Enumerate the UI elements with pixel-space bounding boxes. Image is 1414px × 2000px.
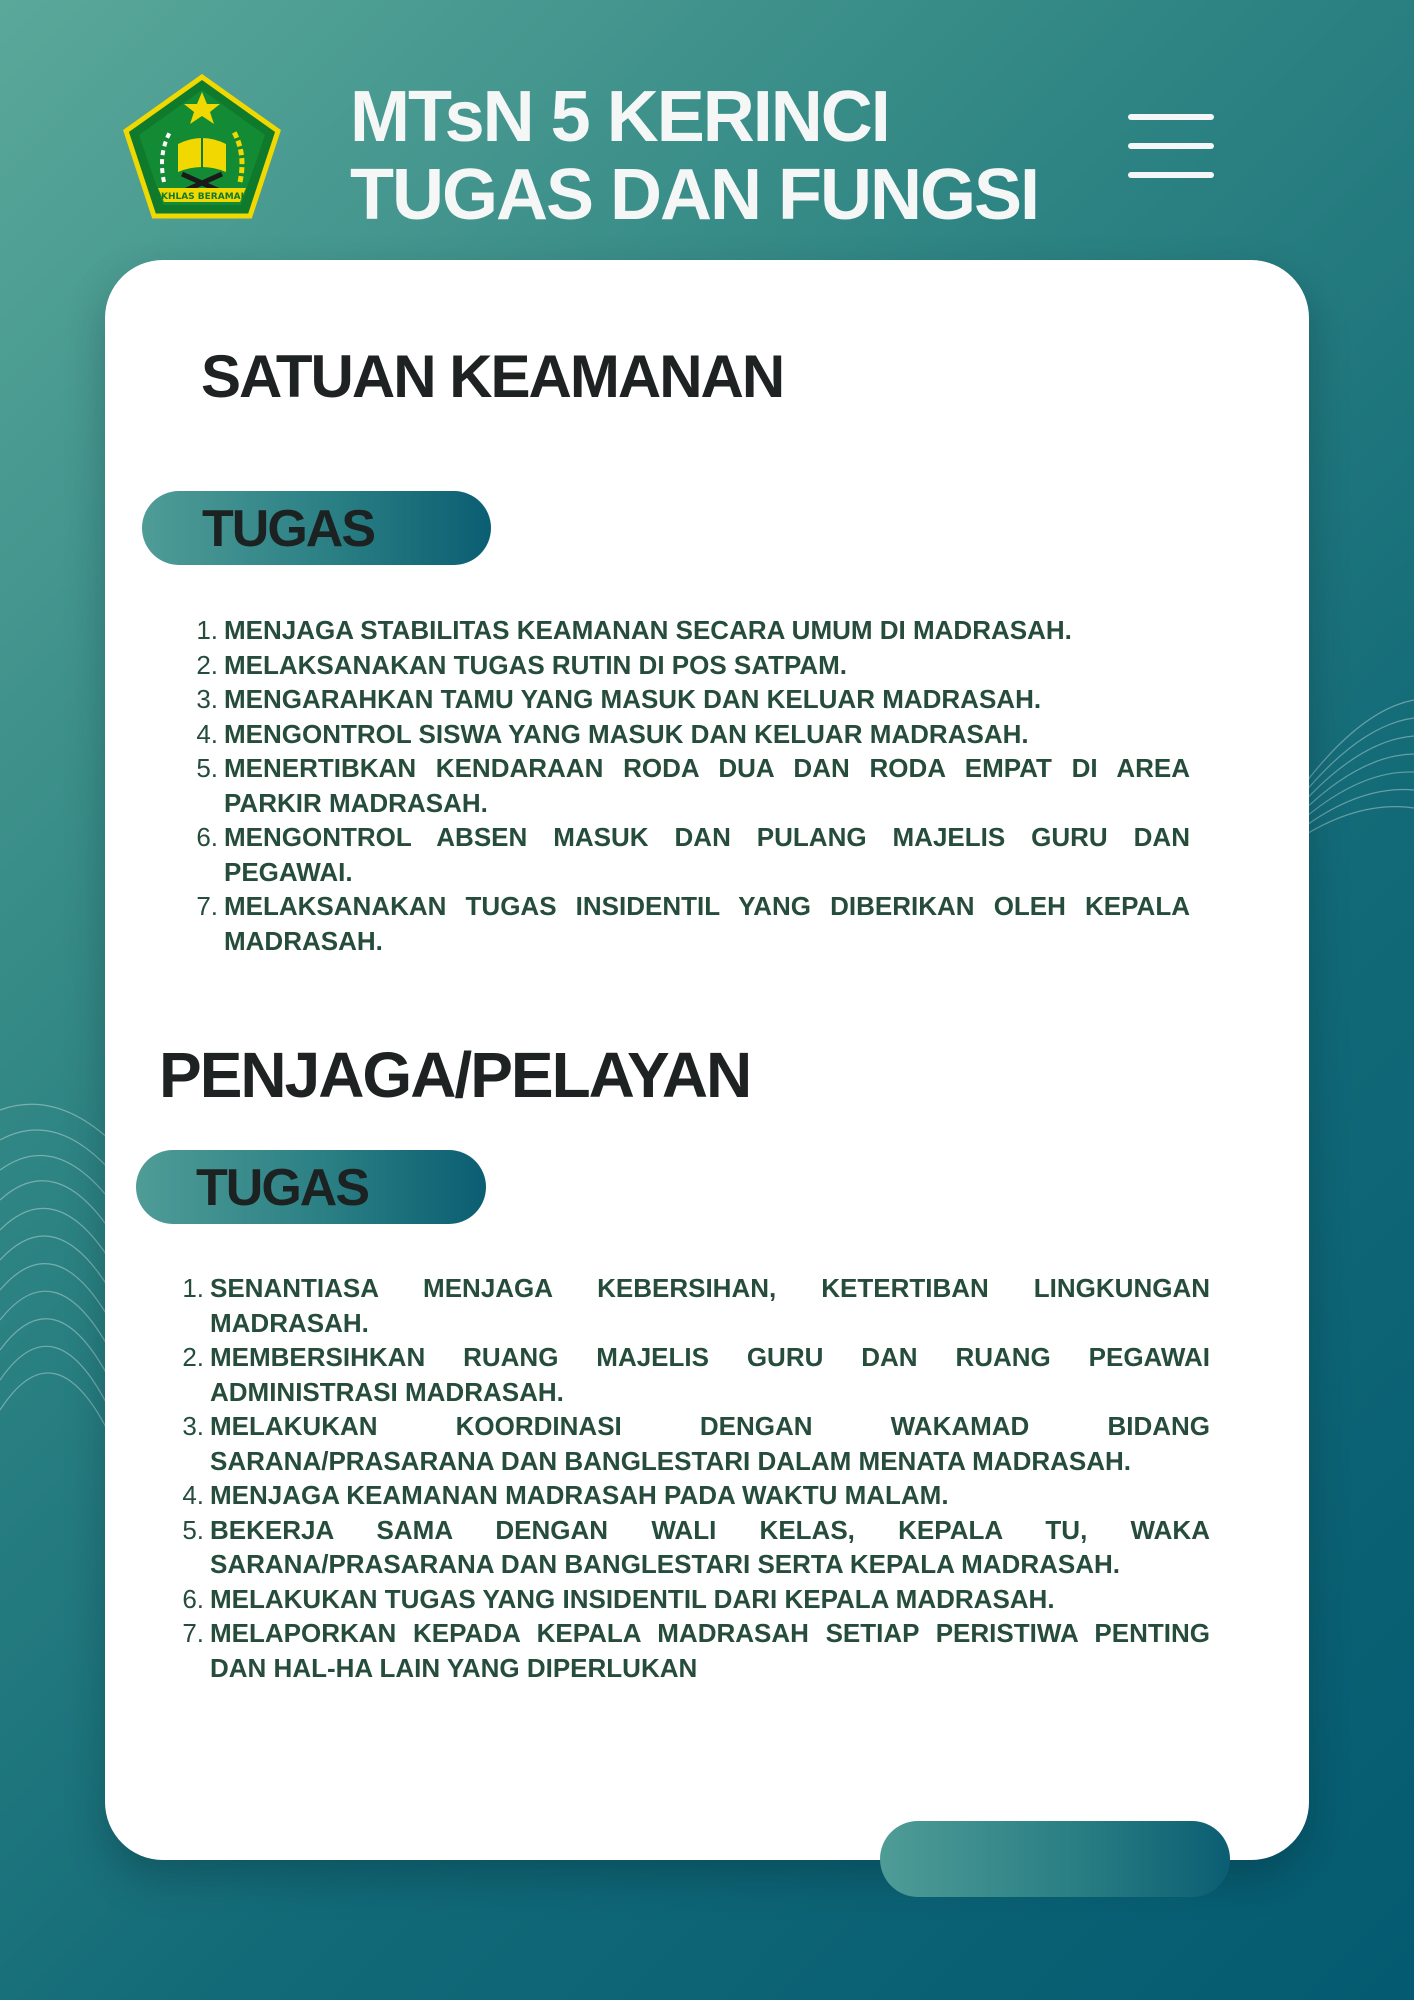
decorative-footer-pill bbox=[880, 1821, 1230, 1897]
page-title bbox=[350, 78, 1038, 234]
list-item: 3. MELAKUKAN KOORDINASI DENGAN WAKAMAD BIDANG SARANA/PRASARANA DAN BANGLESTARI DALAM MENATA MADRASAH. bbox=[182, 1411, 1210, 1476]
tugas-label: TUGAS bbox=[196, 1159, 368, 1217]
section-title-satuan-keamanan: SATUAN KEAMANAN bbox=[201, 343, 784, 410]
tugas-pill-security bbox=[142, 491, 491, 565]
list-item: 2. MELAKSANAKAN TUGAS RUTIN DI POS SATPAM. bbox=[196, 649, 848, 680]
list-item: 4. MENJAGA KEAMANAN MADRASAH PADA WAKTU MALAM. bbox=[182, 1480, 949, 1510]
list-item: 3. MENGARAHKAN TAMU YANG MASUK DAN KELUAR MADRASAH. bbox=[196, 684, 1042, 714]
left-wave-decoration bbox=[0, 1080, 110, 1440]
kemenag-logo bbox=[122, 74, 282, 219]
list-item: 2. MEMBERSIHKAN RUANG MAJELIS GURU DAN RUANG PEGAWAI ADMINISTRASI MADRASAH. bbox=[182, 1342, 1210, 1407]
security-duties-list bbox=[196, 613, 1190, 958]
hamburger-menu-icon[interactable] bbox=[1128, 114, 1216, 180]
list-item: 5. BEKERJA SAMA DENGAN WALI KELAS, KEPALA TU, WAKA SARANA/PRASARANA DAN BANGLESTARI SERTA KEPALA MADRASAH. bbox=[182, 1514, 1210, 1579]
list-item: 6. MELAKUKAN TUGAS YANG INSIDENTIL DARI KEPALA MADRASAH. bbox=[182, 1583, 1055, 1614]
school-name: MTsN 5 KERINCI bbox=[350, 77, 889, 157]
content-card bbox=[105, 260, 1309, 1860]
list-item: 6. MENGONTROL ABSEN MASUK DAN PULANG MAJELIS GURU DAN PEGAWAI. bbox=[196, 822, 1190, 887]
list-item: 7. MELAKSANAKAN TUGAS INSIDENTIL YANG DIBERIKAN OLEH KEPALA MADRASAH. bbox=[196, 891, 1190, 956]
list-item: 5. MENERTIBKAN KENDARAAN RODA DUA DAN RODA EMPAT DI AREA PARKIR MADRASAH. bbox=[196, 753, 1190, 818]
caretaker-duties-list bbox=[182, 1271, 1210, 1685]
list-item: 7. MELAPORKAN KEPADA KEPALA MADRASAH SETIAP PERISTIWA PENTING DAN HAL-HA LAIN YANG DIPERLUKAN bbox=[182, 1618, 1210, 1683]
list-item: 1. SENANTIASA MENJAGA KEBERSIHAN, KETERTIBAN LINGKUNGAN MADRASAH. bbox=[182, 1273, 1210, 1338]
logo-motto-text: IKHLAS BERAMAL bbox=[157, 192, 247, 202]
list-item: 4. MENGONTROL SISWA YANG MASUK DAN KELUAR MADRASAH. bbox=[196, 718, 1029, 749]
tugas-pill-caretaker bbox=[136, 1150, 486, 1224]
page-subtitle: TUGAS DAN FUNGSI bbox=[350, 155, 1038, 235]
list-item: 1. MENJAGA STABILITAS KEAMANAN SECARA UMUM DI MADRASAH. bbox=[196, 615, 1072, 645]
tugas-label: TUGAS bbox=[202, 500, 374, 558]
right-wave-decoration bbox=[1300, 690, 1414, 850]
section-title-penjaga-pelayan: PENJAGA/PELAYAN bbox=[159, 1039, 751, 1111]
